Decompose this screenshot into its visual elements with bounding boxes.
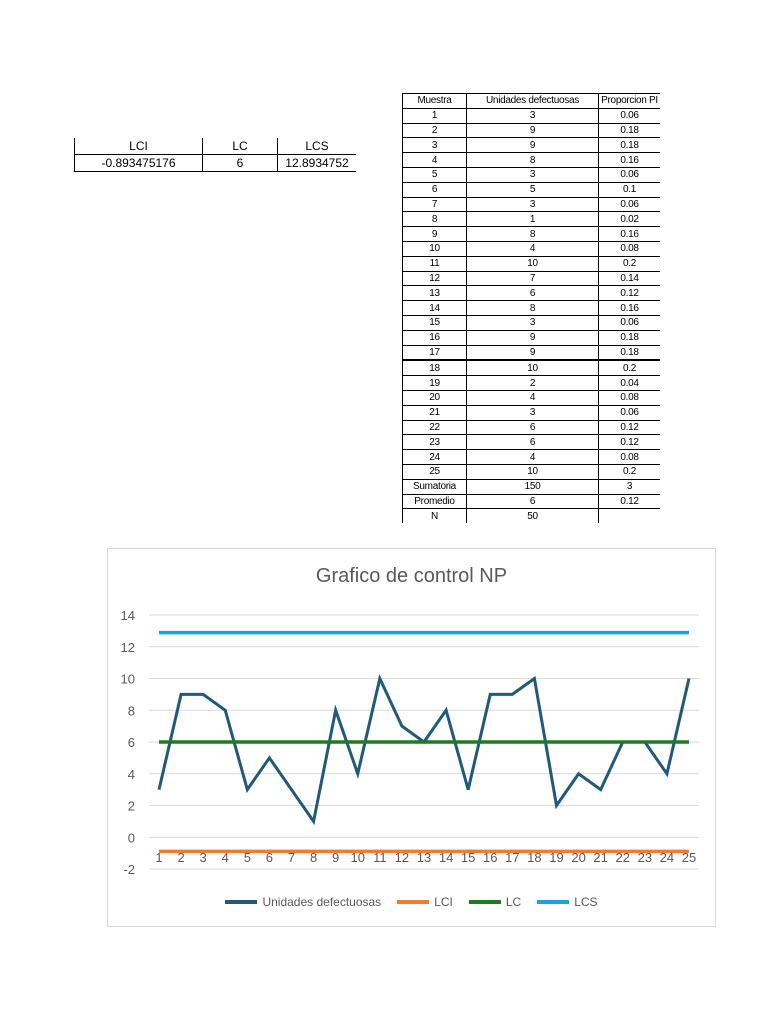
x-tick-label: 18 (527, 850, 542, 865)
legend-label: LCS (574, 895, 598, 909)
table-row (403, 301, 661, 316)
muestra-cell: 3 (403, 138, 467, 153)
limits-value-lc: 6 (203, 155, 278, 172)
unidades-cell: 9 (467, 330, 599, 345)
muestra-cell: 9 (403, 227, 467, 242)
proporcion-cell: 0.12 (599, 420, 661, 435)
summary-proporcion (599, 509, 661, 523)
y-tick-label: 10 (120, 671, 135, 687)
muestra-cell: 13 (403, 286, 467, 301)
x-tick-label: 10 (350, 850, 365, 865)
samples-table-body (403, 108, 661, 523)
muestra-cell: 15 (403, 315, 467, 330)
unidades-cell: 5 (467, 182, 599, 197)
legend-swatch (537, 900, 569, 904)
chart-title: Grafico de control NP (315, 565, 508, 587)
proporcion-cell: 0.12 (599, 435, 661, 450)
summary-unidades: 150 (467, 479, 599, 494)
unidades-cell: 10 (467, 256, 599, 271)
unidades-cell: 7 (467, 271, 599, 286)
proporcion-cell: 0.06 (599, 197, 661, 212)
series-line-unidades-defectuosas (159, 679, 689, 822)
unidades-cell: 3 (467, 108, 599, 123)
x-tick-label: 19 (549, 850, 564, 865)
table-row (403, 153, 661, 168)
proporcion-cell: 0.08 (599, 450, 661, 465)
unidades-cell: 8 (467, 153, 599, 168)
table-row (403, 376, 661, 391)
proporcion-cell: 0.08 (599, 390, 661, 405)
table-row (403, 167, 661, 182)
muestra-cell: 22 (403, 420, 467, 435)
unidades-cell: 3 (467, 197, 599, 212)
x-tick-label: 12 (394, 850, 410, 865)
unidades-cell: 4 (467, 450, 599, 465)
table-row (403, 435, 661, 450)
unidades-cell: 10 (467, 360, 599, 375)
header-unidades: Unidades defectuosas (467, 94, 599, 109)
limits-header-lci: LCI (75, 138, 203, 155)
limits-header-lcs: LCS (278, 138, 357, 155)
chart-plot (108, 549, 715, 926)
table-row (403, 271, 661, 286)
unidades-cell: 8 (467, 301, 599, 316)
table-row (403, 330, 661, 345)
table-row (403, 420, 661, 435)
muestra-cell: 7 (403, 197, 467, 212)
proporcion-cell: 0.2 (599, 464, 661, 479)
muestra-cell: 2 (403, 123, 467, 138)
table-row (403, 345, 661, 360)
legend-item (537, 895, 597, 909)
header-proporcion: Proporcion PI (599, 94, 661, 109)
x-tick-label: 1 (155, 850, 163, 865)
table-row (403, 390, 661, 405)
x-tick-label: 3 (199, 850, 207, 865)
table-row (403, 360, 661, 375)
unidades-cell: 6 (467, 420, 599, 435)
table-row (403, 108, 661, 123)
proporcion-cell: 0.16 (599, 227, 661, 242)
unidades-cell: 4 (467, 241, 599, 256)
muestra-cell: 21 (403, 405, 467, 420)
proporcion-cell: 0.18 (599, 138, 661, 153)
legend-label: Unidades defectuosas (262, 895, 382, 909)
unidades-cell: 4 (467, 390, 599, 405)
muestra-cell: 25 (403, 464, 467, 479)
y-tick-label: 0 (127, 830, 135, 846)
legend-item (397, 895, 453, 909)
limits-table (74, 138, 356, 172)
unidades-cell: 3 (467, 315, 599, 330)
table-row (403, 138, 661, 153)
summary-label: Sumatoria (403, 479, 467, 494)
muestra-cell: 18 (403, 360, 467, 375)
proporcion-cell: 0.06 (599, 405, 661, 420)
x-tick-label: 9 (332, 850, 340, 865)
x-tick-label: 14 (438, 850, 454, 865)
unidades-cell: 8 (467, 227, 599, 242)
summary-unidades: 6 (467, 494, 599, 509)
proporcion-cell: 0.14 (599, 271, 661, 286)
proporcion-cell: 0.18 (599, 123, 661, 138)
muestra-cell: 14 (403, 301, 467, 316)
x-tick-label: 24 (659, 850, 675, 865)
table-row (403, 286, 661, 301)
table-row (403, 256, 661, 271)
proporcion-cell: 0.02 (599, 212, 661, 227)
legend-item (469, 895, 521, 909)
proporcion-cell: 0.08 (599, 241, 661, 256)
proporcion-cell: 0.06 (599, 167, 661, 182)
unidades-cell: 6 (467, 435, 599, 450)
proporcion-cell: 0.18 (599, 345, 661, 360)
unidades-cell: 9 (467, 345, 599, 360)
x-tick-label: 23 (637, 850, 653, 865)
proporcion-cell: 0.2 (599, 256, 661, 271)
summary-label: N (403, 509, 467, 523)
muestra-cell: 19 (403, 376, 467, 391)
y-tick-label: 6 (127, 735, 135, 750)
proporcion-cell: 0.06 (599, 108, 661, 123)
x-tick-label: 15 (460, 850, 476, 865)
header-muestra: Muestra (403, 94, 467, 109)
x-tick-label: 16 (483, 850, 498, 865)
x-tick-label: 5 (243, 850, 251, 865)
x-tick-label: 7 (287, 850, 296, 865)
x-tick-label: 25 (681, 850, 697, 865)
muestra-cell: 11 (403, 256, 467, 271)
table-row (403, 450, 661, 465)
table-row (403, 182, 661, 197)
unidades-cell: 3 (467, 167, 599, 182)
unidades-cell: 9 (467, 138, 599, 153)
summary-row (403, 494, 661, 509)
y-tick-label: 2 (127, 798, 135, 814)
x-tick-label: 4 (221, 850, 229, 865)
summary-row (403, 479, 661, 494)
proporcion-cell: 0.12 (599, 286, 661, 301)
table-row (403, 464, 661, 479)
unidades-cell: 9 (467, 123, 599, 138)
muestra-cell: 1 (403, 108, 467, 123)
proporcion-cell: 0.16 (599, 153, 661, 168)
proporcion-cell: 0.2 (599, 360, 661, 375)
y-tick-label: -2 (123, 862, 135, 877)
muestra-cell: 5 (403, 167, 467, 182)
summary-proporcion: 0.12 (599, 494, 661, 509)
summary-proporcion: 3 (599, 479, 661, 494)
y-tick-label: 4 (127, 766, 135, 782)
proporcion-cell: 0.1 (599, 182, 661, 197)
muestra-cell: 12 (403, 271, 467, 286)
legend-label: LC (505, 895, 522, 909)
chart-legend (108, 893, 715, 909)
legend-swatch (469, 900, 501, 904)
limits-value-lci: -0.893475176 (75, 155, 203, 172)
summary-label: Promedio (403, 494, 467, 509)
x-tick-label: 21 (593, 850, 608, 865)
unidades-cell: 3 (467, 405, 599, 420)
legend-swatch (397, 900, 429, 904)
x-tick-label: 22 (615, 850, 630, 865)
unidades-cell: 1 (467, 212, 599, 227)
x-tick-label: 11 (373, 850, 387, 865)
unidades-cell: 10 (467, 464, 599, 479)
muestra-cell: 4 (403, 153, 467, 168)
limits-header-lc: LC (203, 138, 278, 155)
muestra-cell: 6 (403, 182, 467, 197)
table-row (403, 227, 661, 242)
x-tick-label: 8 (309, 850, 318, 865)
muestra-cell: 17 (403, 345, 467, 360)
y-tick-label: 14 (120, 608, 135, 623)
proporcion-cell: 0.18 (599, 330, 661, 345)
legend-item (225, 895, 381, 909)
y-tick-label: 8 (127, 703, 135, 719)
muestra-cell: 16 (403, 330, 467, 345)
proporcion-cell: 0.06 (599, 315, 661, 330)
samples-table (402, 93, 660, 523)
x-tick-label: 17 (505, 850, 520, 865)
x-tick-label: 2 (177, 850, 185, 865)
muestra-cell: 24 (403, 450, 467, 465)
table-row (403, 197, 661, 212)
control-chart (107, 548, 716, 927)
unidades-cell: 2 (467, 376, 599, 391)
muestra-cell: 20 (403, 390, 467, 405)
limits-value-lcs: 12.8934752 (278, 155, 357, 172)
legend-label: LCI (434, 895, 453, 909)
y-tick-label: 12 (120, 639, 135, 655)
muestra-cell: 10 (403, 241, 467, 256)
x-tick-label: 6 (265, 850, 274, 865)
table-row (403, 123, 661, 138)
proporcion-cell: 0.16 (599, 301, 661, 316)
table-row (403, 241, 661, 256)
proporcion-cell: 0.04 (599, 376, 661, 391)
muestra-cell: 8 (403, 212, 467, 227)
table-row (403, 405, 661, 420)
x-tick-label: 20 (571, 850, 586, 865)
muestra-cell: 23 (403, 435, 467, 450)
unidades-cell: 6 (467, 286, 599, 301)
x-tick-label: 13 (416, 850, 432, 865)
summary-unidades: 50 (467, 509, 599, 523)
legend-swatch (225, 900, 257, 904)
summary-row (403, 509, 661, 523)
table-row (403, 315, 661, 330)
table-row (403, 212, 661, 227)
